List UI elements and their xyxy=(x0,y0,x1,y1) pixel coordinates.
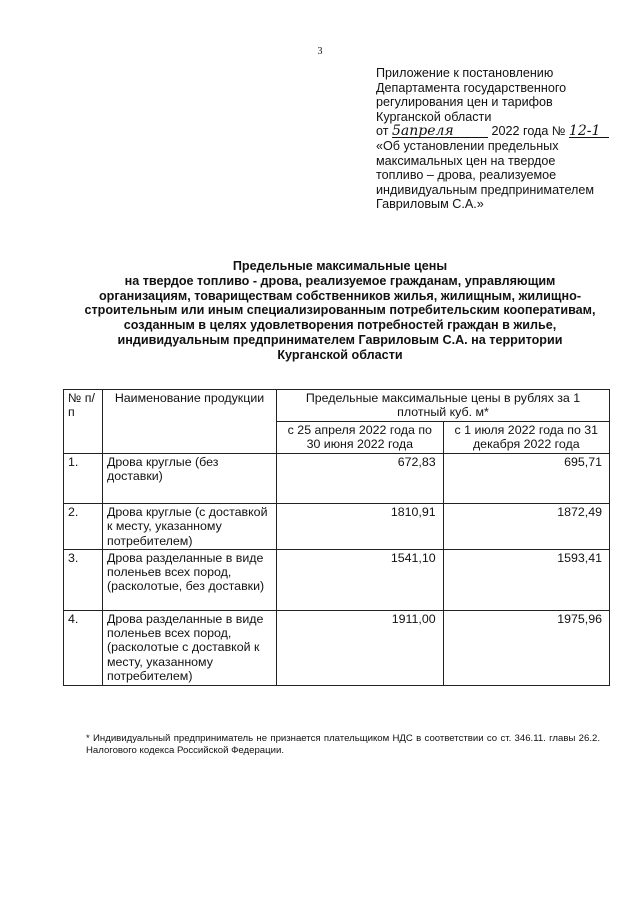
title-line: индивидуальным предпринимателем Гавриловым С.А. на территории xyxy=(117,332,563,347)
appendix-subject-line: «Об установлении предельных xyxy=(376,138,559,153)
appendix-subject-line: Гавриловым С.А.» xyxy=(376,197,484,212)
title-line: Курганской области xyxy=(277,347,403,362)
row-number: 4. xyxy=(64,610,103,685)
appendix-subject-line: индивидуальным предпринимателем xyxy=(376,182,595,197)
row-number: 3. xyxy=(64,549,103,610)
appendix-line: Приложение к постановлению xyxy=(376,66,554,80)
row-product: Дрова круглые (без доставки) xyxy=(103,454,277,504)
title-line: строительным или иным специализированным потребительским кооперативам, xyxy=(84,303,596,318)
appendix-subject-line: топливо – дрова, реализуемое xyxy=(376,168,557,183)
table-row xyxy=(64,504,610,550)
table-row xyxy=(64,454,610,504)
row-number: 1. xyxy=(64,454,103,504)
row-product: Дрова круглые (с доставкой к месту, указанному потребителем) xyxy=(103,504,277,550)
title-line: созданным в целях удовлетворения потребностей граждан в жилье, xyxy=(123,318,557,333)
header-no: № п/п xyxy=(64,390,103,454)
title-line: Предельные максимальные цены xyxy=(232,259,448,273)
footnote-text: * Индивидуальный предприниматель не признается плательщиком НДС в соответствии со ст. 346.11. главы 26.2. Налогового кодекса Российской Федерации. xyxy=(86,733,600,756)
year-text: 2022 года № xyxy=(491,124,566,139)
date-prefix: от xyxy=(376,124,389,139)
handwritten-number: 12-1 xyxy=(569,125,609,138)
document-title xyxy=(40,259,640,363)
appendix-line: Курганской области xyxy=(376,109,492,124)
header-prices: Предельные максимальные цены в рублях за 1 плотный куб. м* xyxy=(277,390,610,422)
row-price-2: 1975,96 xyxy=(443,610,609,685)
row-price-1: 1810,91 xyxy=(277,504,444,550)
header-period-1: с 25 апреля 2022 года по 30 июня 2022 года xyxy=(277,422,444,454)
row-price-2: 1872,49 xyxy=(443,504,609,550)
appendix-date-line xyxy=(376,124,626,139)
appendix-line: Департамента государственного xyxy=(376,80,567,95)
row-product: Дрова разделанные в виде поленьев всех пород, (расколотые с доставкой к месту, указанному потребителем) xyxy=(103,610,277,685)
table-row xyxy=(64,610,610,685)
appendix-line: регулирования цен и тарифов xyxy=(376,95,553,110)
page-number: 3 xyxy=(317,46,323,57)
handwritten-date: 5апреля xyxy=(392,125,488,138)
row-product: Дрова разделанные в виде поленьев всех пород, (расколотые, без доставки) xyxy=(103,549,277,610)
appendix-subject-line: максимальных цен на твердое xyxy=(376,153,556,168)
appendix-block xyxy=(376,66,626,212)
header-name: Наименование продукции xyxy=(103,390,277,454)
row-price-1: 1911,00 xyxy=(277,610,444,685)
price-table xyxy=(63,389,610,686)
table-row xyxy=(64,549,610,610)
title-line: на твердое топливо - дрова, реализуемое гражданам, управляющим xyxy=(124,273,556,288)
header-period-2: с 1 июля 2022 года по 31 декабря 2022 года xyxy=(443,422,609,454)
footnote xyxy=(76,733,600,757)
row-price-2: 1593,41 xyxy=(443,549,609,610)
title-line: организациям, товариществам собственников жилья, жилищным, жилищно- xyxy=(98,288,582,303)
table-header-row xyxy=(64,390,610,422)
row-number: 2. xyxy=(64,504,103,550)
row-price-1: 672,83 xyxy=(277,454,444,504)
row-price-2: 695,71 xyxy=(443,454,609,504)
row-price-1: 1541,10 xyxy=(277,549,444,610)
